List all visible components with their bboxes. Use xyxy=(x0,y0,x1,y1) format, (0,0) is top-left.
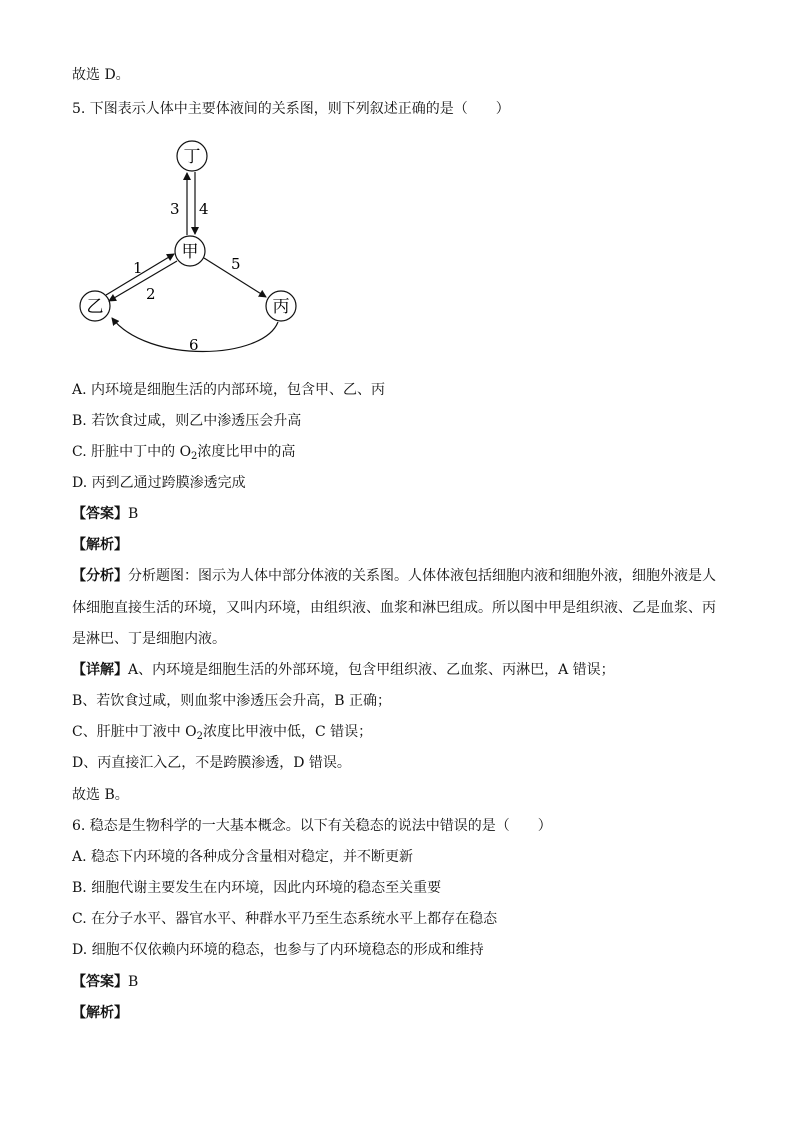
node-yi-label: 乙 xyxy=(86,297,104,317)
node-ding-label: 丁 xyxy=(183,147,201,167)
q5-answer xyxy=(72,505,138,523)
node-ding xyxy=(177,141,207,171)
label-5: 5 xyxy=(231,255,241,273)
q5-xiangjie-b: B、若饮食过咸，则血浆中渗透压会升高，B 正确； xyxy=(72,693,392,709)
top-conclusion: 故选 D。 xyxy=(72,67,130,83)
label-4: 4 xyxy=(199,200,209,218)
q6-option-b: B. 细胞代谢主要发生在内环境，因此内环境的稳态至关重要 xyxy=(72,880,442,896)
q5-option-c-post: 浓度比甲中的高 xyxy=(197,444,296,460)
q6-answer-label: 【答案】 xyxy=(72,974,128,990)
q5-xiangjie-a xyxy=(72,661,615,679)
q5-analysis-label: 【解析】 xyxy=(72,537,128,553)
q5-option-b: B. 若饮食过咸，则乙中渗透压会升高 xyxy=(72,413,302,429)
q6-option-a: A. 稳态下内环境的各种成分含量相对稳定，并不断更新 xyxy=(72,849,414,865)
q5-stem: 5. 下图表示人体中主要体液间的关系图，则下列叙述正确的是（ ） xyxy=(72,101,510,117)
label-3: 3 xyxy=(170,200,180,218)
node-jia-label: 甲 xyxy=(181,242,199,262)
q6-answer xyxy=(72,973,138,991)
node-bing-label: 丙 xyxy=(272,297,290,317)
node-jia xyxy=(175,236,205,266)
q5-fenxi-text-1: 分析题图：图示为人体中部分体液的关系图。人体体液包括细胞内液和细胞外液，细胞外液是人 xyxy=(128,568,716,584)
arrow-2 xyxy=(109,261,177,301)
q5-fenxi-2: 体细胞直接生活的环境，又叫内环境，由组织液、血浆和淋巴组成。所以图中甲是组织液、乙是血浆、丙 xyxy=(72,600,716,616)
q5-fenxi-1 xyxy=(72,567,716,585)
q5-answer-label: 【答案】 xyxy=(72,506,128,522)
q5-xiangjie-c-post: 浓度比甲液中低，C 错误； xyxy=(203,724,373,740)
node-bing xyxy=(266,291,296,321)
q6-option-d: D. 细胞不仅依赖内环境的稳态，也参与了内环境稳态的形成和维持 xyxy=(72,942,484,958)
q5-answer-value: B xyxy=(128,506,139,522)
q5-xiangjie-c-sub: 2 xyxy=(196,731,204,742)
label-2: 2 xyxy=(146,285,156,303)
q5-option-c xyxy=(72,443,295,461)
label-6: 6 xyxy=(189,336,199,354)
q5-xiangjie-c-pre: C、肝脏中丁液中 O xyxy=(72,724,197,740)
q5-xiangjie-c xyxy=(72,723,372,741)
q5-conclusion: 故选 B。 xyxy=(72,787,129,803)
q5-option-c-pre: C. 肝脏中丁中的 O xyxy=(72,444,192,460)
q6-stem: 6. 稳态是生物科学的一大基本概念。以下有关稳态的说法中错误的是（ ） xyxy=(72,818,552,834)
q5-fenxi-label: 【分析】 xyxy=(72,568,128,584)
q6-analysis-label: 【解析】 xyxy=(72,1005,128,1021)
q6-option-c: C. 在分子水平、器官水平、种群水平乃至生态系统水平上都存在稳态 xyxy=(72,911,498,927)
q5-xiangjie-d: D、丙直接汇入乙，不是跨膜渗透，D 错误。 xyxy=(72,755,351,771)
body-fluid-diagram xyxy=(68,132,328,357)
q6-answer-value: B xyxy=(128,974,139,990)
q5-option-c-sub: 2 xyxy=(191,451,198,462)
q5-fenxi-3: 是淋巴、丁是细胞内液。 xyxy=(72,631,226,647)
q5-option-d: D. 丙到乙通过跨膜渗透完成 xyxy=(72,475,246,491)
label-1: 1 xyxy=(133,259,143,277)
node-yi xyxy=(80,291,110,321)
q5-option-a: A. 内环境是细胞生活的内部环境，包含甲、乙、丙 xyxy=(72,382,386,398)
q5-xiangjie-a-text: A、内环境是细胞生活的外部环境，包含甲组织液、乙血浆、丙淋巴，A 错误； xyxy=(128,662,615,678)
q5-xiangjie-label: 【详解】 xyxy=(72,662,128,678)
